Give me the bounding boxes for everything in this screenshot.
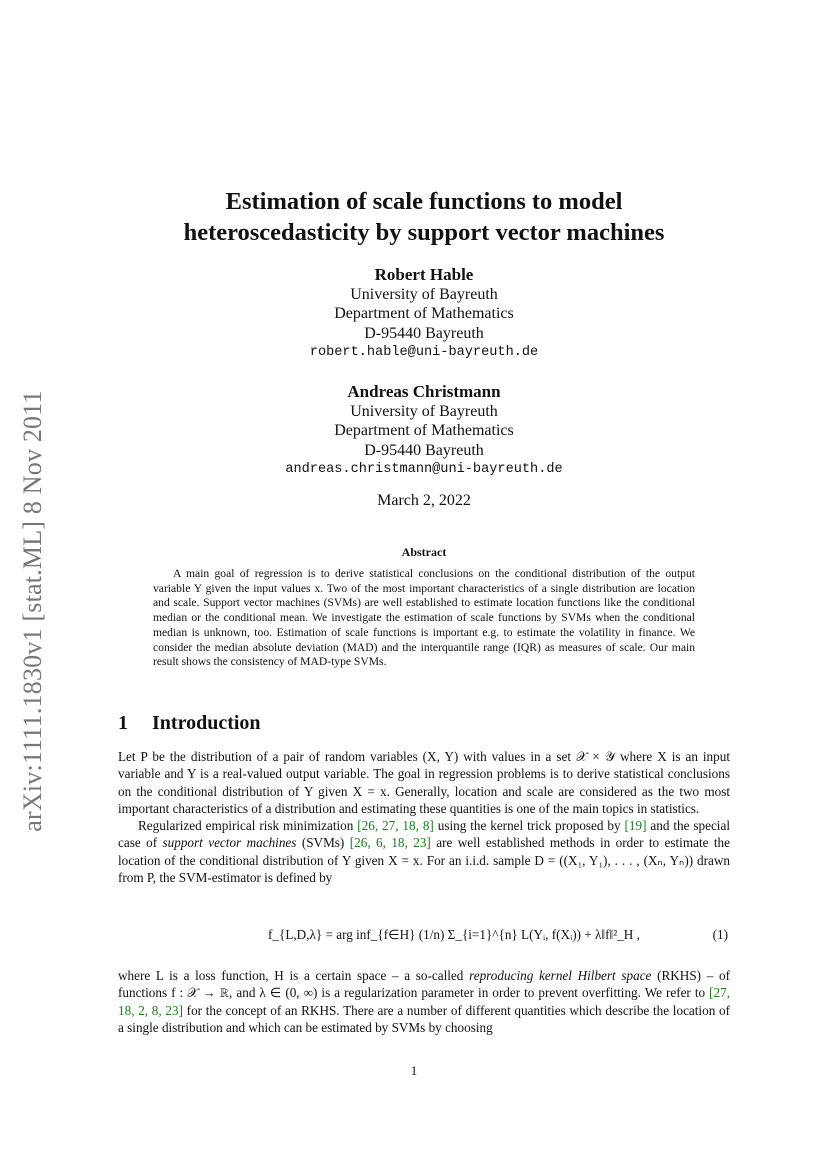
title-line-2: heteroscedasticity by support vector machines	[183, 219, 665, 246]
author-address: D-95440 Bayreuth	[364, 324, 484, 342]
section-number: 1	[118, 712, 128, 734]
citation-link[interactable]: [19]	[624, 818, 647, 834]
citation-link[interactable]: [26, 27, 18, 8]	[357, 818, 434, 834]
author-affiliation: University of Bayreuth	[350, 285, 498, 303]
author-block-2	[118, 382, 730, 480]
abstract-heading: Abstract	[401, 545, 447, 559]
author-block-1	[118, 265, 730, 363]
paragraph-text: are well established methods in order to estimate the location of the conditional distribution of Y given X = x. For an i.i.d. sample D = ((X₁, Y₁), . . . , (Xₙ, Yₙ)) drawn from P, the SVM-estimator is defined by	[118, 835, 731, 886]
equation-1	[118, 915, 730, 955]
paragraph-text: Regularized empirical risk minimization	[138, 818, 358, 834]
paper-title	[118, 186, 730, 248]
arxiv-identifier: arXiv:1111.1830v1 [stat.ML] 8 Nov 2011	[18, 390, 47, 832]
author-name: Andreas Christmann	[347, 382, 501, 401]
arxiv-sidebar	[8, 366, 58, 856]
author-department: Department of Mathematics	[334, 422, 514, 440]
emphasis-text: support vector machines	[162, 835, 297, 851]
paper-date: March 2, 2022	[377, 492, 471, 509]
author-name: Robert Hable	[374, 265, 474, 284]
author-email: andreas.christmann@uni-bayreuth.de	[285, 462, 563, 478]
paragraph-text: and the special case of	[118, 818, 730, 851]
equation-formula: f_{L,D,λ} = arg inf_{f∈H} (1/n) Σ_{i=1}^{n} L(Yᵢ, f(Xᵢ)) + λ‖f‖²_H ,	[268, 927, 640, 942]
author-email: robert.hable@uni-bayreuth.de	[309, 345, 539, 361]
paragraph-text: using the kernel trick proposed by	[433, 818, 625, 834]
paragraph-text: for the concept of an RKHS. There are a number of different quantities which describe the location of a single distribution and which can be estimated by SVMs by choosing	[118, 1002, 730, 1035]
author-department: Department of Mathematics	[334, 305, 514, 323]
emphasis-text: reproducing kernel Hilbert space	[469, 968, 652, 983]
intro-paragraphs	[118, 748, 730, 886]
paragraph-3-block	[118, 967, 730, 1036]
author-affiliation: University of Bayreuth	[350, 402, 498, 420]
abstract-text: A main goal of regression is to derive statistical conclusions on the conditional distribution of the output variable Y given the input values x. Two of the most important characteristics of a single distribution are location and scale. Support vector machines (SVMs) are well established to estimate location functions like the conditional median or the conditional mean. We investigate the estimation of scale functions by SVMs when the conditional median is unknown, too. Estimation of scale functions is important e.g. to estimate the volatility in finance. We consider the median absolute deviation (MAD) and the interquantile range (IQR) as measures of scale. Our main result shows the consistency of MAD-type SVMs.	[153, 567, 695, 669]
citation-link[interactable]: [26, 6, 18, 23]	[349, 835, 431, 851]
page-number: 1	[410, 1063, 418, 1078]
author-address: D-95440 Bayreuth	[364, 441, 484, 459]
title-line-1: Estimation of scale functions to model	[225, 188, 623, 215]
paragraph-text: where L is a loss function, H is a certain space – a so-called	[118, 968, 470, 983]
equation-number: (1)	[712, 927, 728, 942]
paragraph-1: Let P be the distribution of a pair of random variables (X, Y) with values in a set 𝒳 × 𝒴 where X is an input variable and Y is a real-valued output variable. The goal in regression problems is to derive statistical conclusions on the conditional distribution of Y given X = x. Generally, location and scale are considered as the two most important characteristics of a distribution and estimating these quantities is one of the main topics in statistics.	[118, 749, 730, 816]
paragraph-2	[118, 817, 730, 886]
section-title: Introduction	[152, 712, 261, 734]
paragraph-3	[118, 967, 730, 1036]
section-heading	[118, 712, 261, 735]
citation-link[interactable]: [27, 18, 2, 8, 23]	[118, 985, 730, 1018]
paragraph-text: (SVMs)	[296, 835, 350, 851]
paragraph-text: (RKHS) – of functions f : 𝒳 → ℝ, and λ ∈ (0, ∞) is a regularization parameter in order to prevent overfitting. We refer to	[118, 968, 730, 1001]
